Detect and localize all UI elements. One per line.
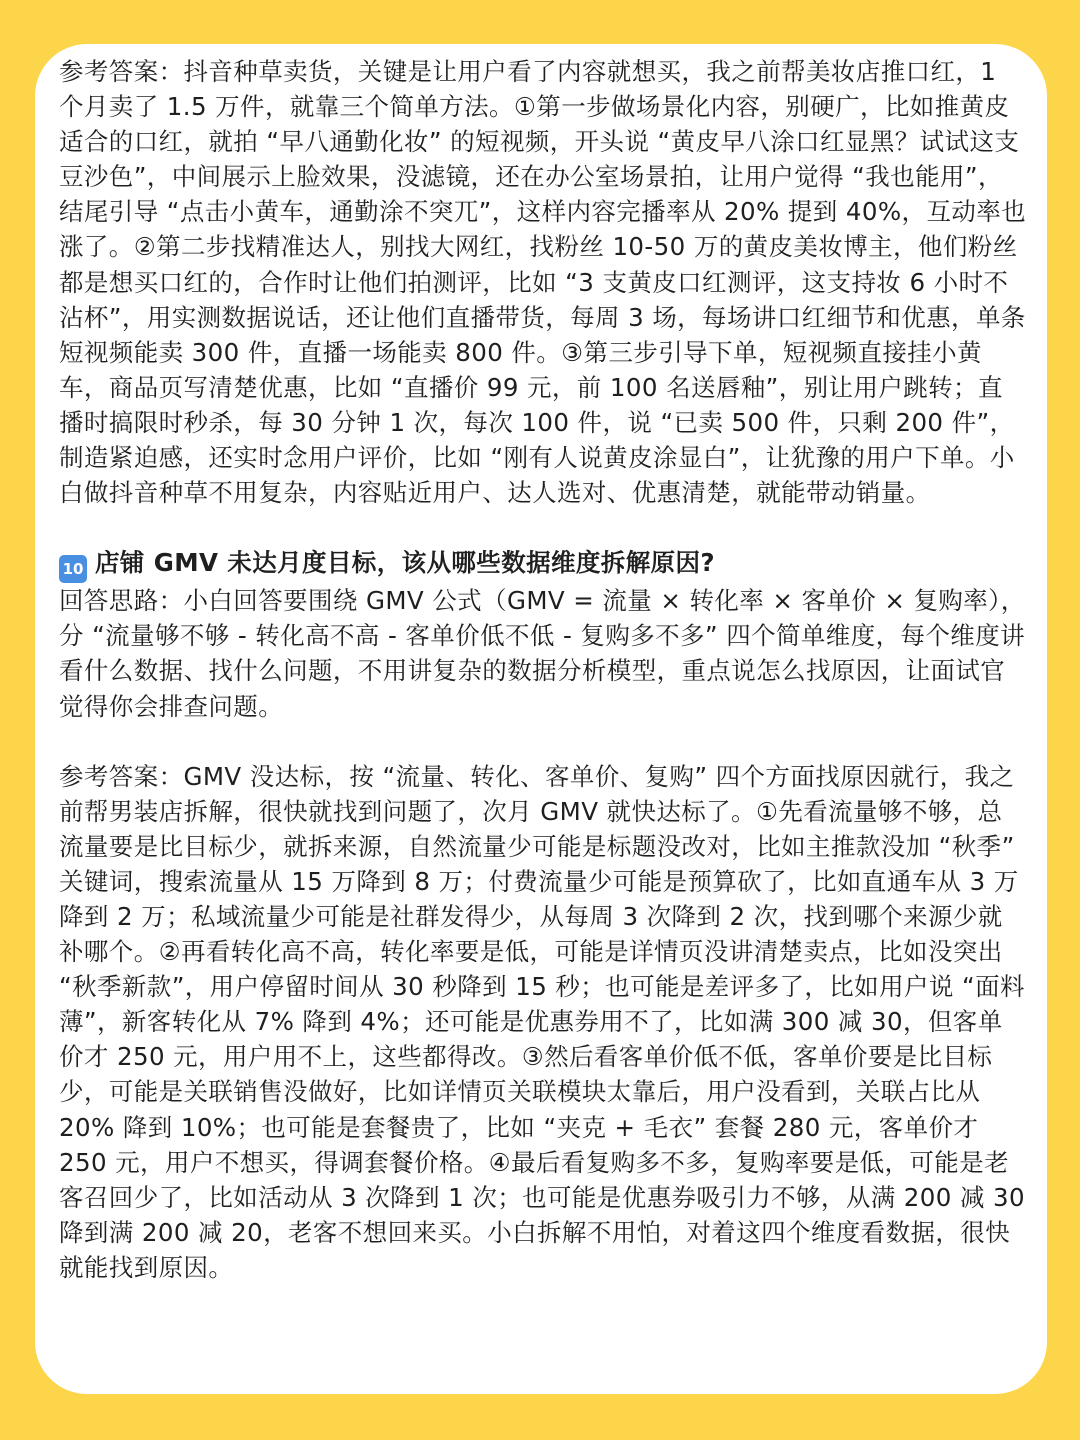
question-text: 店铺 GMV 未达月度目标，该从哪些数据维度拆解原因? (95, 548, 716, 578)
question-heading (59, 545, 1027, 583)
paragraph-gap (59, 724, 1027, 759)
answer-approach: 回答思路：小白回答要围绕 GMV 公式（GMV = 流量 × 转化率 × 客单价 × 复购率），分 “流量够不够 - 转化高不高 - 客单价低不低 - 复购多不多” 四个简单维度，每个维度讲看什么数据、找什么问题，不用讲复杂的数据分析模型，重点说怎么找原因，让面试官觉得你会排查问题。 (59, 586, 1026, 721)
content-card (35, 44, 1047, 1394)
reference-answer-2: 参考答案：GMV 没达标，按 “流量、转化、客单价、复购” 四个方面找原因就行，我之前帮男装店拆解，很快就找到问题了，次月 GMV 就快达标了。①先看流量够不够，总流量要是比目标少，就拆来源，自然流量少可能是标题没改对，比如主推款没加 “秋季” 关键词，搜索流量从 15 万降到 8 万；付费流量少可能是预算砍了，比如直通车从 3 万降到 2 万；私域流量少可能是社群发得少，从每周 3 次降到 2 次，找到哪个来源少就补哪个。②再看转化高不高，转化率要是低，可能是详情页没讲清楚卖点，比如没突出 “秋季新款”，用户停留时间从 30 秒降到 15 秒；也可能是差评多了，比如用户说 “面料薄”，新客转化从 7% 降到 4%；还可能是优惠券用不了，比如满 300 减 30，但客单价才 250 元，用户用不上，这些都得改。③然后看客单价低不低，客单价要是比目标少，可能是关联销售没做好，比如详情页关联模块太靠后，用户没看到，关联占比从 20% 降到 10%；也可能是套餐贵了，比如 “夹克 + 毛衣” 套餐 280 元，客单价才 250 元，用户不想买，得调套餐价格。④最后看复购多不多，复购率要是低，可能是老客召回少了，比如活动从 3 次降到 1 次；也可能是优惠券吸引力不够，从满 200 减 30 降到满 200 减 20，老客不想回来买。小白拆解不用怕，对着这四个维度看数据，很快就能找到原因。 (59, 761, 1026, 1282)
article-body (59, 54, 1027, 1285)
reference-answer-1: 参考答案：抖音种草卖货，关键是让用户看了内容就想买，我之前帮美妆店推口红，1 个月卖了 1.5 万件，就靠三个简单方法。①第一步做场景化内容，别硬广，比如推黄皮适合的口红，就拍 “早八通勤化妆” 的短视频，开头说 “黄皮早八涂口红显黑？试试这支豆沙色”，中间展示上脸效果，没滤镜，还在办公室场景拍，让用户觉得 “我也能用”，结尾引导 “点击小黄车，通勤涂不突兀”，这样内容完播率从 20% 提到 40%，互动率也涨了。②第二步找精准达人，别找大网红，找粉丝 10-50 万的黄皮美妆博主，他们粉丝都是想买口红的，合作时让他们拍测评，比如 “3 支黄皮口红测评，这支持妆 6 小时不沾杯”，用实测数据说话，还让他们直播带货，每周 3 场，每场讲口红细节和优惠，单条短视频能卖 300 件，直播一场能卖 800 件。③第三步引导下单，短视频直接挂小黄车，商品页写清楚优惠，比如 “直播价 99 元，前 100 名送唇釉”，别让用户跳转；直播时搞限时秒杀，每 30 分钟 1 次，每次 100 件，说 “已卖 500 件，只剩 200 件”，制造紧迫感，还实时念用户评价，比如 “刚有人说黄皮涂显白”，让犹豫的用户下单。小白做抖音种草不用复杂，内容贴近用户、达人选对、优惠清楚，就能带动销量。 (59, 57, 1027, 508)
paragraph-gap (59, 510, 1027, 545)
number-ten-icon: 10 (59, 555, 87, 583)
